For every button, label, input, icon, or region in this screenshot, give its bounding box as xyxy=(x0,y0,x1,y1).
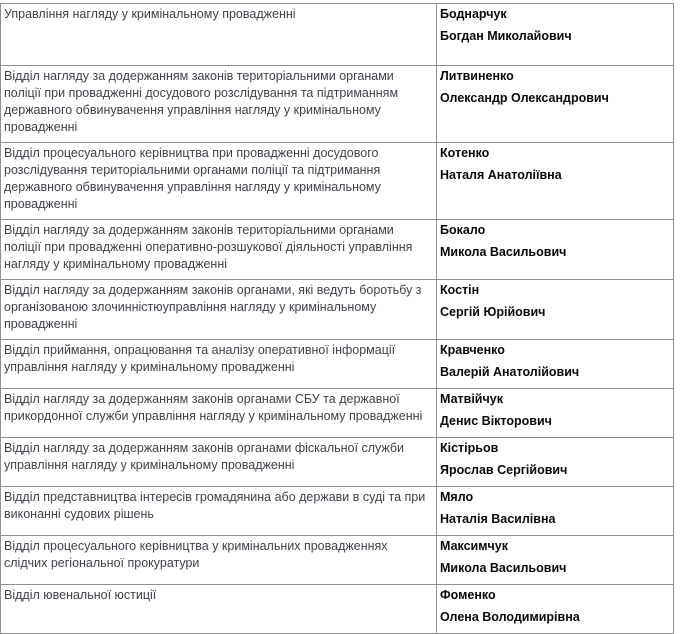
table-row xyxy=(1,536,674,585)
head-surname: Фоменко xyxy=(440,588,496,602)
table-row xyxy=(1,340,674,389)
head-given-name: Сергій Юрійович xyxy=(440,305,546,319)
head-cell xyxy=(437,220,674,280)
table-row xyxy=(1,66,674,143)
department-cell xyxy=(1,487,437,536)
head-surname: Матвійчук xyxy=(440,392,503,406)
head-given-name: Наталя Анатоліївна xyxy=(440,168,562,182)
head-given-name: Богдан Миколайович xyxy=(440,29,572,43)
departments-table xyxy=(0,3,674,634)
department-cell xyxy=(1,340,437,389)
head-given-name: Наталія Василівна xyxy=(440,512,556,526)
head-surname: Боднарчук xyxy=(440,7,507,21)
head-given-name: Микола Васильович xyxy=(440,245,567,259)
department-cell xyxy=(1,143,437,220)
department-cell xyxy=(1,389,437,438)
head-given-name: Ярослав Сергійович xyxy=(440,463,568,477)
table-row xyxy=(1,389,674,438)
department-name: Відділ ювенальної юстиції xyxy=(4,588,157,602)
head-surname: Костін xyxy=(440,283,480,297)
head-cell xyxy=(437,340,674,389)
department-name: Відділ нагляду за додержанням законів територіальними органами поліції при провадженні досудового розслідування та підтриманням державного обвинувачення управління нагляду у кримінальному провадженні xyxy=(4,69,399,134)
head-surname: Бокало xyxy=(440,223,486,237)
head-surname: Максимчук xyxy=(440,539,508,553)
table-row xyxy=(1,143,674,220)
department-cell xyxy=(1,220,437,280)
head-cell xyxy=(437,143,674,220)
head-cell xyxy=(437,66,674,143)
head-surname: Литвиненко xyxy=(440,69,514,83)
table-row xyxy=(1,4,674,66)
head-given-name: Микола Васильович xyxy=(440,561,567,575)
head-cell xyxy=(437,280,674,340)
table-row xyxy=(1,220,674,280)
department-name: Відділ нагляду за додержанням законів органами фіскальної служби управління нагляду у кримінальному провадженні xyxy=(4,441,405,472)
department-cell xyxy=(1,438,437,487)
table-row xyxy=(1,438,674,487)
department-cell xyxy=(1,585,437,634)
department-name: Відділ нагляду за додержанням законів територіальними органами поліції при провадженні оперативно-розшукової діяльності управління нагляду у кримінальному провадженні xyxy=(4,223,413,271)
table-row xyxy=(1,585,674,634)
head-cell xyxy=(437,438,674,487)
department-name: Відділ представництва інтересів громадянина або держави в суді та при виконанні судових рішень xyxy=(4,490,426,521)
head-cell xyxy=(437,536,674,585)
department-name: Відділ приймання, опрацювання та аналізу оперативної інформації управління нагляду у кримінальному провадженні xyxy=(4,343,396,374)
head-given-name: Олена Володимирівна xyxy=(440,610,580,624)
head-given-name: Валерій Анатолійович xyxy=(440,365,580,379)
head-cell xyxy=(437,389,674,438)
table-row xyxy=(1,487,674,536)
head-surname: Котенко xyxy=(440,146,490,160)
department-cell xyxy=(1,66,437,143)
head-given-name: Денис Вікторович xyxy=(440,414,552,428)
head-surname: Кістірьов xyxy=(440,441,499,455)
department-name: Відділ процесуального керівництва у кримінальних провадженнях слідчих регіональної прокуратури xyxy=(4,539,388,570)
department-name: Відділ процесуального керівництва при провадженні досудового розслідування територіальними органами поліції та підтримання державного обвинувачення управління нагляду у кримінальному провадженні xyxy=(4,146,381,211)
department-name: Відділ нагляду за додержанням законів органами СБУ та державної прикордонної служби управління нагляду у кримінальному провадженні xyxy=(4,392,423,423)
head-given-name: Олександр Олександрович xyxy=(440,91,609,105)
head-cell xyxy=(437,4,674,66)
department-name: Відділ нагляду за додержанням законів органами, які ведуть боротьбу з організованою злочинністюуправління нагляду у кримінальному провадженні xyxy=(4,283,422,331)
department-name: Управління нагляду у кримінальному провадженні xyxy=(4,7,296,21)
head-surname: Кравченко xyxy=(440,343,505,357)
table-row xyxy=(1,280,674,340)
department-cell xyxy=(1,4,437,66)
head-surname: Мяло xyxy=(440,490,474,504)
department-cell xyxy=(1,536,437,585)
head-cell xyxy=(437,487,674,536)
department-cell xyxy=(1,280,437,340)
head-cell xyxy=(437,585,674,634)
